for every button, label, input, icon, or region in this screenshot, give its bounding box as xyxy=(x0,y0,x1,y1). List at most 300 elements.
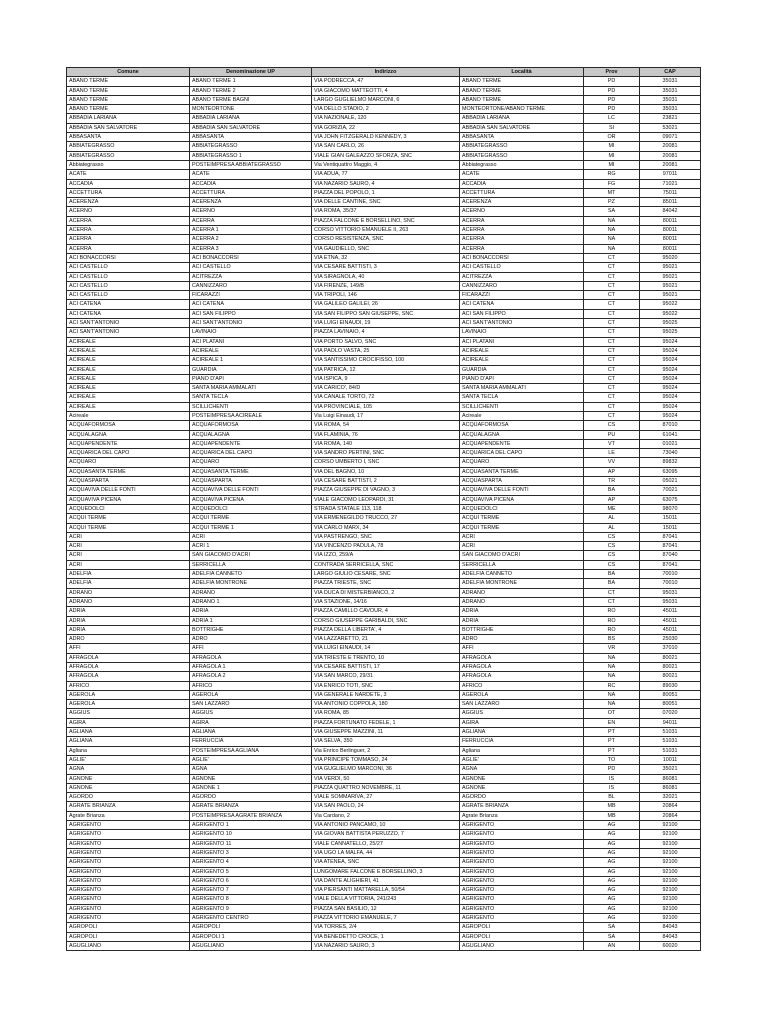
cell-localita: AGRIGENTO xyxy=(460,848,584,857)
cell-indirizzo: VIA DEL BAGNO, 10 xyxy=(312,467,460,476)
table-row xyxy=(67,653,701,662)
table-row xyxy=(67,328,701,337)
cell-indirizzo: VIA ROMA, 140 xyxy=(312,439,460,448)
cell-denominazione: LAVINAIO xyxy=(190,328,312,337)
cell-localita: AGLIE' xyxy=(460,755,584,764)
cell-denominazione: GUARDIA xyxy=(190,365,312,374)
cell-denominazione: AGEROLA xyxy=(190,690,312,699)
cell-comune: Agrate Brianza xyxy=(67,811,190,820)
cell-indirizzo: VIA ATENEA, SNC xyxy=(312,858,460,867)
table-row xyxy=(67,765,701,774)
table-row xyxy=(67,728,701,737)
cell-localita: ADELFIA MONTRONE xyxy=(460,579,584,588)
cell-cap: 32021 xyxy=(640,793,701,802)
cell-denominazione: POSTEIMPRESA ABBIATEGRASSO xyxy=(190,160,312,169)
cell-denominazione: ACQUAPENDENTE xyxy=(190,439,312,448)
cell-cap: 95022 xyxy=(640,300,701,309)
cell-indirizzo: VIA STAZIONE, 14/16 xyxy=(312,597,460,606)
table-row xyxy=(67,597,701,606)
cell-localita: SANTA TECLA xyxy=(460,393,584,402)
cell-indirizzo: VIA CESARE BATTISTI, 2 xyxy=(312,477,460,486)
cell-localita: ACERRA xyxy=(460,226,584,235)
cell-comune: AGROPOLI xyxy=(67,932,190,941)
cell-indirizzo: VIALE GIACOMO LEOPARDI, 31 xyxy=(312,495,460,504)
cell-prov: MB xyxy=(584,802,640,811)
cell-denominazione: AGRIGENTO 3 xyxy=(190,848,312,857)
cell-localita: ADRANO xyxy=(460,597,584,606)
cell-indirizzo: VIA ANTONIO COPPOLA, 180 xyxy=(312,700,460,709)
cell-localita: AGRIGENTO xyxy=(460,821,584,830)
cell-comune: AGUGLIANO xyxy=(67,941,190,950)
cell-denominazione: POSTEIMPRESA ACIREALE xyxy=(190,411,312,420)
cell-denominazione: ABANO TERME 2 xyxy=(190,86,312,95)
cell-prov: RC xyxy=(584,681,640,690)
cell-cap: 92100 xyxy=(640,848,701,857)
cell-indirizzo: VIALE GIAN GALEAZZO SFORZA, SNC xyxy=(312,151,460,160)
cell-indirizzo: VIA IZZO, 259/A xyxy=(312,551,460,560)
cell-comune: ACERRA xyxy=(67,226,190,235)
cell-cap: 95024 xyxy=(640,411,701,420)
cell-cap: 20864 xyxy=(640,811,701,820)
cell-indirizzo: VIA PODRECCA, 47 xyxy=(312,77,460,86)
cell-localita: ACI SAN FILIPPO xyxy=(460,309,584,318)
cell-denominazione: ABANO TERME 1 xyxy=(190,77,312,86)
cell-localita: ACATE xyxy=(460,170,584,179)
table-row xyxy=(67,914,701,923)
cell-indirizzo: STRADA STATALE 113, 118 xyxy=(312,504,460,513)
cell-cap: 94011 xyxy=(640,718,701,727)
cell-indirizzo: VIA PATRICA, 12 xyxy=(312,365,460,374)
table-row xyxy=(67,235,701,244)
cell-denominazione: ACQUALAGNA xyxy=(190,430,312,439)
cell-localita: ACERENZA xyxy=(460,198,584,207)
cell-denominazione: AGORDO xyxy=(190,793,312,802)
cell-localita: AGUGLIANO xyxy=(460,941,584,950)
table-row xyxy=(67,384,701,393)
cell-indirizzo: Via Luigi Einaudi, 17 xyxy=(312,411,460,420)
cell-indirizzo: VIA ANTONIO PANCAMO, 10 xyxy=(312,821,460,830)
cell-cap: 73040 xyxy=(640,449,701,458)
cell-localita: AGRIGENTO xyxy=(460,839,584,848)
cell-indirizzo: VIA TRIESTE E TRENTO, 10 xyxy=(312,653,460,662)
cell-indirizzo: VIA CARICO', 84/D xyxy=(312,384,460,393)
cell-prov: AG xyxy=(584,895,640,904)
cell-localita: ACERRA xyxy=(460,216,584,225)
table-body xyxy=(67,77,701,951)
cell-denominazione: SANTA TECLA xyxy=(190,393,312,402)
cell-comune: Agliana xyxy=(67,746,190,755)
cell-denominazione: ACERRA 2 xyxy=(190,235,312,244)
cell-cap: 09071 xyxy=(640,133,701,142)
table-row xyxy=(67,783,701,792)
table-row xyxy=(67,467,701,476)
table-row xyxy=(67,523,701,532)
table-row xyxy=(67,458,701,467)
cell-denominazione: AGRIGENTO 11 xyxy=(190,839,312,848)
cell-cap: 95031 xyxy=(640,588,701,597)
cell-denominazione: ABANO TERME BAGNI xyxy=(190,95,312,104)
cell-denominazione: ABBASANTA xyxy=(190,133,312,142)
table-row xyxy=(67,151,701,160)
col-header-cap: CAP xyxy=(640,68,701,77)
cell-prov: BA xyxy=(584,486,640,495)
cell-localita: SERRICELLA xyxy=(460,560,584,569)
cell-prov: CS xyxy=(584,542,640,551)
cell-prov: AG xyxy=(584,904,640,913)
cell-comune: AGORDO xyxy=(67,793,190,802)
cell-prov: IS xyxy=(584,774,640,783)
cell-cap: 35031 xyxy=(640,86,701,95)
cell-localita: ACI BONACCORSI xyxy=(460,253,584,262)
cell-denominazione: ACERNO xyxy=(190,207,312,216)
cell-comune: ACCETTURA xyxy=(67,188,190,197)
col-header-localita: Località xyxy=(460,68,584,77)
cell-localita: ADRIA xyxy=(460,607,584,616)
cell-indirizzo: VIA GUGLIELMO MARCONI, 36 xyxy=(312,765,460,774)
cell-comune: ACI BONACCORSI xyxy=(67,253,190,262)
cell-comune: ACIREALE xyxy=(67,356,190,365)
table-row xyxy=(67,635,701,644)
table-row xyxy=(67,188,701,197)
cell-localita: ABBIATEGRASSO xyxy=(460,142,584,151)
cell-prov: NA xyxy=(584,226,640,235)
cell-prov: CT xyxy=(584,365,640,374)
cell-indirizzo: LARGO GUGLIELMO MARCONI, 6 xyxy=(312,95,460,104)
table-row xyxy=(67,95,701,104)
cell-denominazione: ADRO xyxy=(190,635,312,644)
cell-prov: CT xyxy=(584,291,640,300)
table-row xyxy=(67,77,701,86)
cell-prov: VV xyxy=(584,458,640,467)
cell-prov: TO xyxy=(584,755,640,764)
cell-prov: AG xyxy=(584,830,640,839)
cell-prov: NA xyxy=(584,216,640,225)
cell-localita: AFRAGOLA xyxy=(460,663,584,672)
table-row xyxy=(67,839,701,848)
cell-indirizzo: VIA GENERALE NARDETE, 3 xyxy=(312,690,460,699)
cell-comune: AGRATE BRIANZA xyxy=(67,802,190,811)
cell-indirizzo: VIA ETNA, 32 xyxy=(312,253,460,262)
table-row xyxy=(67,755,701,764)
cell-prov: PZ xyxy=(584,198,640,207)
cell-denominazione: AGRIGENTO 8 xyxy=(190,895,312,904)
cell-denominazione: AFRAGOLA 2 xyxy=(190,672,312,681)
cell-indirizzo: VIA UGO LA MALFA, 44 xyxy=(312,848,460,857)
cell-localita: AGGIUS xyxy=(460,709,584,718)
cell-indirizzo: VIA GIACOMO MATTEOTTI, 4 xyxy=(312,86,460,95)
cell-denominazione: ACRI xyxy=(190,532,312,541)
cell-prov: MB xyxy=(584,811,640,820)
cell-localita: ADRIA xyxy=(460,616,584,625)
cell-prov: SA xyxy=(584,207,640,216)
cell-localita: ABBADIA LARIANA xyxy=(460,114,584,123)
table-row xyxy=(67,281,701,290)
cell-cap: 97011 xyxy=(640,170,701,179)
cell-comune: ACERRA xyxy=(67,216,190,225)
cell-cap: 92100 xyxy=(640,914,701,923)
cell-localita: ACQUASPARTA xyxy=(460,477,584,486)
cell-indirizzo: VIA GALILEO GALILEI, 26 xyxy=(312,300,460,309)
cell-cap: 92100 xyxy=(640,886,701,895)
cell-denominazione: AGUGLIANO xyxy=(190,941,312,950)
cell-localita: AGRIGENTO xyxy=(460,858,584,867)
table-row xyxy=(67,542,701,551)
cell-indirizzo: VIA CESARE BATTISTI, 17 xyxy=(312,663,460,672)
col-header-denominazione: Denominazione UP xyxy=(190,68,312,77)
cell-indirizzo: CORSO RESISTENZA, SNC xyxy=(312,235,460,244)
cell-denominazione: ACI SANT'ANTONIO xyxy=(190,319,312,328)
table-row xyxy=(67,802,701,811)
cell-prov: CT xyxy=(584,300,640,309)
cell-indirizzo: LUNGOMARE FALCONE E BORSELLINO, 3 xyxy=(312,867,460,876)
cell-localita: AGRIGENTO xyxy=(460,830,584,839)
cell-prov: CT xyxy=(584,263,640,272)
cell-comune: AGNONE xyxy=(67,774,190,783)
cell-cap: 70010 xyxy=(640,570,701,579)
cell-indirizzo: PIAZZA FALCONE E BORSELLINO, SNC xyxy=(312,216,460,225)
table-row xyxy=(67,588,701,597)
cell-comune: AGRIGENTO xyxy=(67,914,190,923)
cell-cap: 45011 xyxy=(640,616,701,625)
cell-localita: ACERNO xyxy=(460,207,584,216)
cell-comune: AGRIGENTO xyxy=(67,876,190,885)
cell-indirizzo: VIA SAN FILIPPO SAN GIUSEPPE, SNC xyxy=(312,309,460,318)
cell-prov: AN xyxy=(584,941,640,950)
table-row xyxy=(67,774,701,783)
cell-comune: ACQUAPENDENTE xyxy=(67,439,190,448)
cell-prov: CT xyxy=(584,356,640,365)
table-row xyxy=(67,923,701,932)
cell-comune: ABANO TERME xyxy=(67,86,190,95)
cell-prov: RO xyxy=(584,616,640,625)
cell-localita: MONTEORTONE/ABANO TERME xyxy=(460,105,584,114)
cell-denominazione: ADRIA 1 xyxy=(190,616,312,625)
cell-localita: GUARDIA xyxy=(460,365,584,374)
cell-indirizzo: PIAZZA TRIESTE, SNC xyxy=(312,579,460,588)
cell-comune: AGEROLA xyxy=(67,690,190,699)
table-row xyxy=(67,532,701,541)
cell-indirizzo: VIA SAN MARCO, 29/31 xyxy=(312,672,460,681)
table-row xyxy=(67,644,701,653)
table-row xyxy=(67,616,701,625)
cell-indirizzo: VIA DELLO STADIO, 2 xyxy=(312,105,460,114)
table-row xyxy=(67,495,701,504)
cell-comune: ACI CASTELLO xyxy=(67,263,190,272)
cell-comune: ACQUALAGNA xyxy=(67,430,190,439)
cell-comune: ACQUASANTA TERME xyxy=(67,467,190,476)
cell-indirizzo: VIA NAZARIO SAURO, 3 xyxy=(312,941,460,950)
cell-denominazione: AGRIGENTO CENTRO xyxy=(190,914,312,923)
cell-denominazione: AFFI xyxy=(190,644,312,653)
cell-cap: 80011 xyxy=(640,244,701,253)
cell-indirizzo: CORSO GIUSEPPE GARIBALDI, SNC xyxy=(312,616,460,625)
cell-denominazione: AGLIANA xyxy=(190,728,312,737)
cell-denominazione: POSTEIMPRESA AGLIANA xyxy=(190,746,312,755)
table-row xyxy=(67,439,701,448)
cell-cap: 51031 xyxy=(640,737,701,746)
cell-localita: ACCETTURA xyxy=(460,188,584,197)
cell-prov: PU xyxy=(584,430,640,439)
cell-comune: AGLIANA xyxy=(67,728,190,737)
cell-prov: AG xyxy=(584,886,640,895)
cell-denominazione: ACQUARICA DEL CAPO xyxy=(190,449,312,458)
cell-localita: ACQUASANTA TERME xyxy=(460,467,584,476)
cell-prov: SA xyxy=(584,923,640,932)
cell-indirizzo: VIA VERDI, 50 xyxy=(312,774,460,783)
cell-indirizzo: VIA PAOLO VASTA, 25 xyxy=(312,346,460,355)
cell-prov: CT xyxy=(584,384,640,393)
cell-localita: AGEROLA xyxy=(460,690,584,699)
cell-denominazione: ADELFIA MONTRONE xyxy=(190,579,312,588)
table-row xyxy=(67,356,701,365)
table-row xyxy=(67,830,701,839)
cell-comune: ABBADIA SAN SALVATORE xyxy=(67,123,190,132)
cell-cap: 87041 xyxy=(640,560,701,569)
cell-cap: 80011 xyxy=(640,235,701,244)
cell-indirizzo: VIA CANALE TORTO, 72 xyxy=(312,393,460,402)
cell-comune: AGNONE xyxy=(67,783,190,792)
cell-prov: AL xyxy=(584,514,640,523)
table-row xyxy=(67,681,701,690)
cell-comune: ACI SANT'ANTONIO xyxy=(67,328,190,337)
cell-comune: AGRIGENTO xyxy=(67,839,190,848)
cell-comune: ACIREALE xyxy=(67,402,190,411)
cell-denominazione: AGRIGENTO 7 xyxy=(190,886,312,895)
cell-prov: EN xyxy=(584,718,640,727)
cell-prov: CT xyxy=(584,411,640,420)
cell-comune: AGRIGENTO xyxy=(67,830,190,839)
cell-localita: ACI PLATANI xyxy=(460,337,584,346)
cell-cap: 84043 xyxy=(640,932,701,941)
cell-localita: PIANO D'API xyxy=(460,374,584,383)
table-row xyxy=(67,625,701,634)
cell-cap: 95022 xyxy=(640,309,701,318)
cell-comune: AGNA xyxy=(67,765,190,774)
table-row xyxy=(67,848,701,857)
cell-denominazione: AFRAGOLA xyxy=(190,653,312,662)
table-row xyxy=(67,690,701,699)
cell-indirizzo: VIA ISPICA, 9 xyxy=(312,374,460,383)
cell-localita: AGRIGENTO xyxy=(460,867,584,876)
table-row xyxy=(67,737,701,746)
cell-cap: 05021 xyxy=(640,477,701,486)
cell-denominazione: ADRIA xyxy=(190,607,312,616)
cell-prov: AG xyxy=(584,867,640,876)
cell-localita: ACQUAVIVA PICENA xyxy=(460,495,584,504)
table-row xyxy=(67,226,701,235)
table-row xyxy=(67,198,701,207)
cell-indirizzo: VIA GIOVAN BATTISTA PERUZZO, 7 xyxy=(312,830,460,839)
cell-prov: BL xyxy=(584,793,640,802)
table-row xyxy=(67,272,701,281)
cell-localita: Abbiategrasso xyxy=(460,160,584,169)
cell-denominazione: AGNONE 1 xyxy=(190,783,312,792)
table-row xyxy=(67,179,701,188)
cell-comune: ACQUAVIVA PICENA xyxy=(67,495,190,504)
cell-cap: 92100 xyxy=(640,821,701,830)
cell-prov: CT xyxy=(584,337,640,346)
cell-comune: ADRANO xyxy=(67,597,190,606)
cell-cap: 15011 xyxy=(640,523,701,532)
cell-cap: 10011 xyxy=(640,755,701,764)
cell-denominazione: AGROPOLI 1 xyxy=(190,932,312,941)
cell-denominazione: ACQUASPARTA xyxy=(190,477,312,486)
cell-prov: CS xyxy=(584,551,640,560)
table-row xyxy=(67,300,701,309)
cell-denominazione: AGLIE' xyxy=(190,755,312,764)
table-row xyxy=(67,160,701,169)
cell-localita: ABBADIA SAN SALVATORE xyxy=(460,123,584,132)
cell-cap: 92100 xyxy=(640,858,701,867)
table-row xyxy=(67,114,701,123)
cell-cap: 92100 xyxy=(640,839,701,848)
cell-localita: SAN GIACOMO D'ACRI xyxy=(460,551,584,560)
cell-localita: ABANO TERME xyxy=(460,77,584,86)
cell-denominazione: SCILLICHENTI xyxy=(190,402,312,411)
cell-comune: Abbiategrasso xyxy=(67,160,190,169)
table-row xyxy=(67,709,701,718)
cell-prov: CT xyxy=(584,272,640,281)
cell-comune: ACI CATENA xyxy=(67,300,190,309)
cell-localita: ACQUAFORMOSA xyxy=(460,421,584,430)
cell-localita: ACQUI TERME xyxy=(460,514,584,523)
cell-localita: ACIREALE xyxy=(460,356,584,365)
table-row xyxy=(67,486,701,495)
cell-indirizzo: VIA PIERSANTI MATTARELLA, 50/54 xyxy=(312,886,460,895)
cell-comune: ABBASANTA xyxy=(67,133,190,142)
cell-denominazione: ACATE xyxy=(190,170,312,179)
cell-indirizzo: VIA CESARE BATTISTI, 3 xyxy=(312,263,460,272)
cell-cap: 87040 xyxy=(640,551,701,560)
cell-indirizzo: VIA TRIPOLI, 146 xyxy=(312,291,460,300)
cell-comune: AGRIGENTO xyxy=(67,904,190,913)
cell-cap: 92100 xyxy=(640,867,701,876)
cell-cap: 37010 xyxy=(640,644,701,653)
cell-comune: ABBADIA LARIANA xyxy=(67,114,190,123)
cell-denominazione: ACQUAFORMOSA xyxy=(190,421,312,430)
cell-indirizzo: VIA DELLE CANTINE, SNC xyxy=(312,198,460,207)
cell-indirizzo: VIA NAZIONALE, 120 xyxy=(312,114,460,123)
cell-denominazione: SERRICELLA xyxy=(190,560,312,569)
cell-comune: ACI SANT'ANTONIO xyxy=(67,319,190,328)
table-row xyxy=(67,570,701,579)
cell-localita: Acireale xyxy=(460,411,584,420)
table-row xyxy=(67,504,701,513)
table-row xyxy=(67,337,701,346)
table-row xyxy=(67,253,701,262)
cell-denominazione: ACERRA 1 xyxy=(190,226,312,235)
cell-cap: 51031 xyxy=(640,728,701,737)
cell-comune: ACQUI TERME xyxy=(67,514,190,523)
cell-prov: CT xyxy=(584,281,640,290)
cell-comune: AFRAGOLA xyxy=(67,663,190,672)
cell-comune: ACATE xyxy=(67,170,190,179)
cell-cap: 15011 xyxy=(640,514,701,523)
cell-localita: FERRUCCIA xyxy=(460,737,584,746)
table-row xyxy=(67,551,701,560)
cell-indirizzo: CORSO VITTORIO EMANUELE II, 263 xyxy=(312,226,460,235)
cell-indirizzo: VIA LUIGI EINAUDI, 19 xyxy=(312,319,460,328)
table-row xyxy=(67,216,701,225)
cell-prov: PT xyxy=(584,728,640,737)
cell-cap: 51031 xyxy=(640,746,701,755)
cell-denominazione: ACITREZZA xyxy=(190,272,312,281)
cell-denominazione: AFRAGOLA 1 xyxy=(190,663,312,672)
cell-comune: ABANO TERME xyxy=(67,105,190,114)
cell-denominazione: AGRIGENTO 9 xyxy=(190,904,312,913)
cell-denominazione: FERRUCCIA xyxy=(190,737,312,746)
cell-denominazione: AGROPOLI xyxy=(190,923,312,932)
